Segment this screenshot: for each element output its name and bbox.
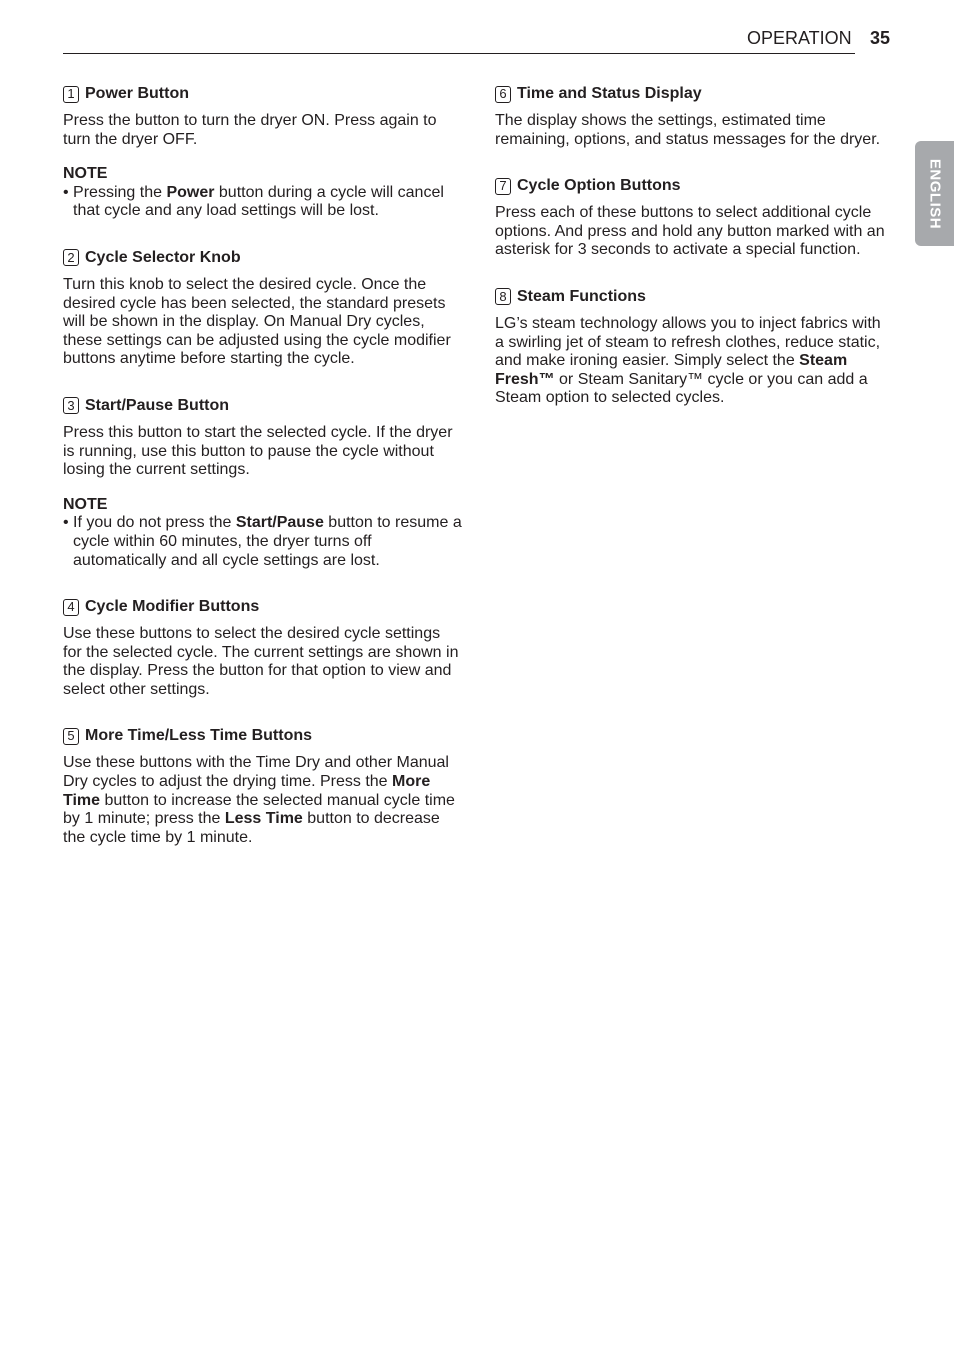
section-title: Start/Pause Button	[85, 396, 230, 414]
section-title: Cycle Selector Knob	[85, 248, 241, 266]
section-number-badge: 6	[495, 86, 511, 103]
note-item: • If you do not press the Start/Pause button to resume a cycle within 60 minutes, the dryer turns off automatically and all cycle settings are lost.	[63, 514, 462, 569]
section-body: Turn this knob to select the desired cycle. Once the desired cycle has been selected, the standard presets will be shown in the display. On Manual Dry cycles, these settings can be adjusted using the cycle modifier buttons anytime before starting the cycle.	[63, 275, 451, 368]
section-time-status-display	[495, 84, 890, 149]
section-heading	[63, 396, 463, 416]
note-label: NOTE	[63, 165, 108, 183]
section-cycle-modifier-buttons	[63, 597, 463, 699]
section-title: Cycle Option Buttons	[517, 177, 681, 195]
note	[63, 496, 463, 570]
section-heading	[63, 726, 463, 746]
section-cycle-selector-knob	[63, 248, 463, 369]
section-title: OPERATION	[747, 28, 852, 48]
note-label: NOTE	[63, 495, 108, 513]
section-title: Steam Functions	[517, 287, 646, 305]
section-number-badge: 8	[495, 288, 511, 305]
language-tab-label: ENGLISH	[926, 158, 943, 229]
note	[63, 165, 463, 221]
language-tab	[915, 141, 954, 246]
section-heading	[63, 597, 463, 617]
section-title: More Time/Less Time Buttons	[85, 727, 313, 745]
section-number-badge: 3	[63, 397, 79, 414]
header-divider	[63, 53, 855, 54]
section-steam-functions	[495, 287, 890, 408]
section-number-badge: 1	[63, 86, 79, 103]
section-number-badge: 4	[63, 599, 79, 616]
section-power-button	[63, 84, 463, 221]
section-body: Press this button to start the selected cycle. If the dryer is running, use this button to pause the cycle without losing the current settings.	[63, 423, 453, 479]
section-title: Cycle Modifier Buttons	[85, 598, 260, 616]
page-number: 35	[870, 28, 891, 48]
section-title: Time and Status Display	[517, 85, 702, 102]
section-heading	[63, 84, 463, 104]
section-body: Press each of these buttons to select additional cycle options. And press and hold any button marked with an asterisk for 3 seconds to activate a special function.	[495, 204, 885, 259]
section-body: LG’s steam technology allows you to inject fabrics with a swirling jet of steam to refresh clothes, reduce static, and make ironing easier. Simply select the Steam Fresh™ or Steam Sanitary™ cycle or you can add a Steam option to selected cycles.	[495, 314, 881, 407]
section-heading	[495, 287, 890, 307]
section-number-badge: 7	[495, 178, 511, 195]
section-number-badge: 2	[63, 249, 79, 266]
section-body: Use these buttons to select the desired cycle settings for the selected cycle. The current settings are shown in the display. Press the button for that option to view and select other settings.	[63, 625, 459, 698]
section-body: Press the button to turn the dryer ON. Press again to turn the dryer OFF.	[63, 112, 437, 148]
section-body: Use these buttons with the Time Dry and other Manual Dry cycles to adjust the drying time. Press the More Time button to increase the selected manual cycle time by 1 minute; press the Less Time button to decrease the cycle time by 1 minute.	[63, 754, 455, 846]
section-more-less-time-buttons	[63, 726, 463, 847]
section-cycle-option-buttons	[495, 176, 890, 260]
section-start-pause-button	[63, 396, 463, 570]
note-item: • Pressing the Power button during a cycle will cancel that cycle and any load settings will be lost.	[63, 183, 444, 220]
section-body: The display shows the settings, estimated time remaining, options, and status messages for the dryer.	[495, 112, 881, 148]
section-heading	[63, 248, 463, 268]
section-heading	[495, 176, 890, 196]
right-column	[495, 84, 890, 408]
left-column	[63, 84, 463, 847]
section-heading	[495, 84, 890, 104]
section-title: Power Button	[85, 85, 189, 102]
section-number-badge: 5	[63, 728, 79, 745]
